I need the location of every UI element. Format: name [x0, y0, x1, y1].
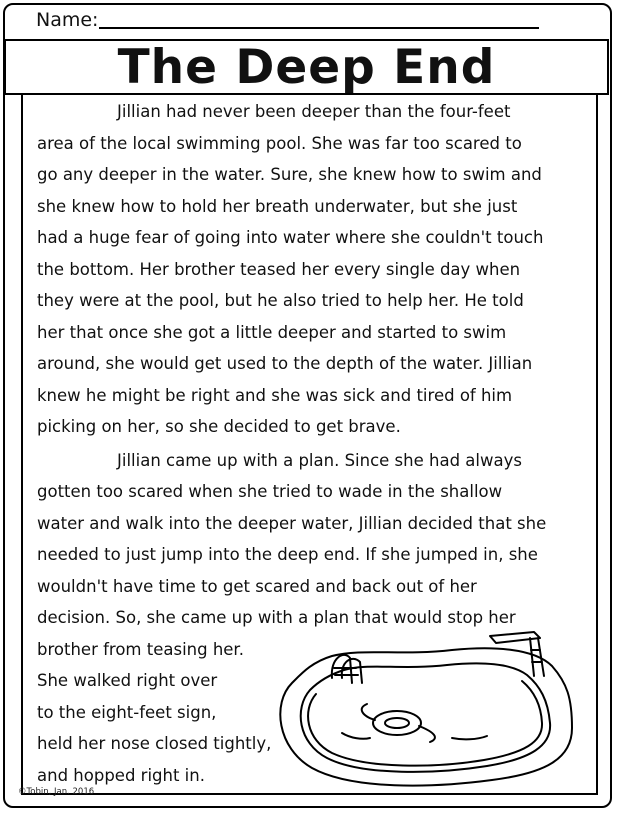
name-label: Name: [36, 9, 99, 31]
story-line: water and walk into the deeper water, Jillian decided that she [37, 514, 547, 533]
story-line: Jillian had never been deeper than the four-feet [117, 102, 511, 121]
story-line: knew he might be right and she was sick and tired of him [37, 386, 513, 405]
story-line: area of the local swimming pool. She was far too scared to [37, 134, 522, 153]
story-line: gotten too scared when she tried to wade in the shallow [37, 482, 503, 501]
story-line: the bottom. Her brother teased her every single day when [37, 260, 521, 279]
story-line: needed to just jump into the deep end. If she jumped in, she [37, 545, 538, 564]
story-line: brother from teasing her. [37, 640, 244, 659]
story-line: She walked right over [37, 671, 218, 690]
story-line: she knew how to hold her breath underwater, but she just [37, 197, 518, 216]
copyright-notice: ©Tobin, Jan. 2016 [18, 787, 95, 797]
story-line: had a huge fear of going into water where she couldn't touch [37, 228, 544, 247]
story-line: her that once she got a little deeper and started to swim [37, 323, 507, 342]
story-line: they were at the pool, but he also tried to help her. He told [37, 291, 524, 310]
story-line: picking on her, so she decided to get brave. [37, 417, 401, 436]
story-line: held her nose closed tightly, [37, 734, 272, 753]
story-line: around, she would get used to the depth of the water. Jillian [37, 354, 533, 373]
name-input-line[interactable] [99, 27, 539, 29]
title-banner [4, 39, 609, 95]
story-line: go any deeper in the water. Sure, she knew how to swim and [37, 165, 542, 184]
swimming-pool-icon [272, 628, 602, 793]
story-line: to the eight-feet sign, [37, 703, 217, 722]
story-line: Jillian came up with a plan. Since she had always [117, 451, 522, 470]
story-line: decision. So, she came up with a plan that would stop her [37, 608, 516, 627]
page-title: The Deep End [117, 39, 496, 95]
story-line: wouldn't have time to get scared and back out of her [37, 577, 477, 596]
story-line: and hopped right in. [37, 766, 205, 785]
